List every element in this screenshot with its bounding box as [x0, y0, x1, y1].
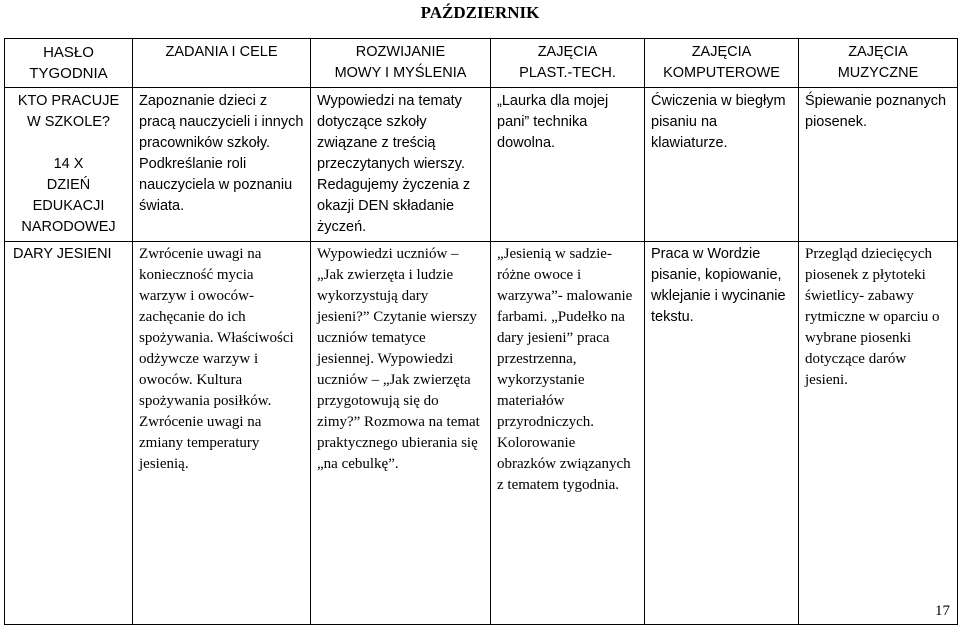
theme-line: DZIEŃ	[46, 177, 91, 193]
header-theme-line2: TYGODNIA	[29, 65, 108, 82]
row1-art: „Laurka dla mojej pani” technika dowolna.	[491, 88, 645, 242]
header-music-line1: ZAJĘCIA	[848, 44, 908, 60]
header-art	[491, 39, 645, 88]
header-music	[799, 39, 958, 88]
row2-theme: DARY JESIENI	[5, 242, 133, 625]
header-music-line2: MUZYCZNE	[837, 65, 919, 81]
row2-art: „Jesienią w sadzie- różne owoce i warzywa”- malowanie farbami. „Pudełko na dary jesieni” praca przestrzenna, wykorzystanie materiałów przyrodniczych. Kolorowanie obrazków związanych z tematem tygodnia.	[491, 242, 645, 625]
header-tasks: ZADANIA I CELE	[133, 39, 311, 88]
row2-music: Przegląd dziecięcych piosenek z płytoteki świetlicy- zabawy rytmiczne w oparciu o wybrane piosenki dotyczące darów jesieni.	[799, 242, 958, 625]
header-theme	[5, 39, 133, 88]
row1-theme	[5, 88, 133, 242]
row2-tasks: Zwrócenie uwagi na konieczność mycia warzyw i owoców- zachęcanie do ich spożywania. Właściwości odżywcze warzyw i owoców. Kultura spożywania posiłków. Zwrócenie uwagi na zmiany temperatury jesienią.	[133, 242, 311, 625]
plan-table	[4, 38, 958, 625]
header-theme-line1: HASŁO	[43, 44, 94, 61]
header-speech-line2: MOWY I MYŚLENIA	[334, 65, 467, 81]
header-art-line1: ZAJĘCIA	[537, 44, 598, 60]
theme-date	[11, 154, 126, 238]
header-art-line2: PLAST.-TECH.	[519, 65, 616, 81]
table-row	[5, 242, 958, 625]
row2-speech: Wypowiedzi uczniów – „Jak zwierzęta i ludzie wykorzystują dary jesieni?” Czytanie wierszy uczniów tematyce jesiennej. Wypowiedzi uczniów – „Jak zwierzęta przygotowują się do zimy?” Rozmowa na temat praktycznego ubierania się „na cebulkę”.	[311, 242, 491, 625]
theme-line: W SZKOLE?	[27, 114, 110, 130]
header-speech	[311, 39, 491, 88]
header-speech-line1: ROZWIJANIE	[355, 44, 446, 60]
theme-line: EDUKACJI	[32, 198, 105, 214]
header-computer-line1: ZAJĘCIA	[691, 44, 752, 60]
theme-line: 14 X	[53, 156, 84, 172]
row1-music: Śpiewanie poznanych piosenek.	[799, 88, 958, 242]
header-computer-line2: KOMPUTEROWE	[663, 65, 780, 81]
header-row	[5, 39, 958, 88]
theme-line: NARODOWEJ	[21, 219, 116, 235]
row1-computer: Ćwiczenia w biegłym pisaniu na klawiaturze.	[645, 88, 799, 242]
page-title: PAŹDZIERNIK	[420, 3, 540, 22]
row1-speech: Wypowiedzi na tematy dotyczące szkoły związane z treścią przeczytanych wierszy. Redagujemy życzenia z okazji DEN składanie życzeń.	[311, 88, 491, 242]
row1-tasks: Zapoznanie dzieci z pracą nauczycieli i innych pracowników szkoły. Podkreślanie roli nauczyciela w poznaniu świata.	[133, 88, 311, 242]
page-number: 17	[935, 603, 950, 619]
row2-computer: Praca w Wordzie pisanie, kopiowanie, wklejanie i wycinanie tekstu.	[645, 242, 799, 625]
theme-line: KTO PRACUJE	[17, 93, 120, 109]
header-computer	[645, 39, 799, 88]
table-row	[5, 88, 958, 242]
